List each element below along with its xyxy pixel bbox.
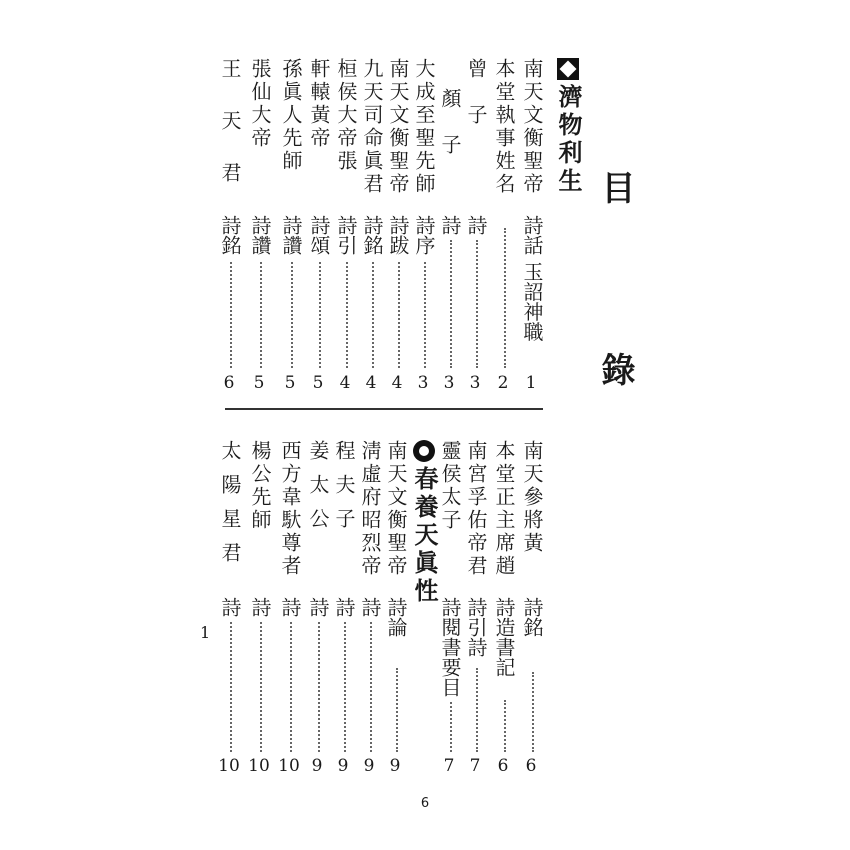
leader-dots <box>398 262 400 368</box>
toc-page: 4 <box>365 373 377 393</box>
toc-page: 7 <box>443 756 455 776</box>
leader-dots <box>318 622 320 752</box>
toc-kind: 詩造書記 <box>492 597 516 677</box>
leader-dots <box>476 240 478 368</box>
toc-title: 楊公先師 <box>248 440 272 532</box>
toc-title: 張仙大帝 <box>248 58 272 150</box>
toc-kind: 詩讚 <box>248 215 272 255</box>
toc-kind: 詩引詩 <box>464 597 488 657</box>
toc-title: 姜太公 <box>306 440 330 542</box>
toc-kind: 詩論 <box>384 597 408 637</box>
toc-title: 軒轅黃帝 <box>307 58 331 150</box>
toc-page: 9 <box>311 756 323 776</box>
toc-title: 孫眞人先師 <box>279 58 303 173</box>
toc-page: 9 <box>337 756 349 776</box>
toc-page: 3 <box>417 373 429 393</box>
toc-page: 6 <box>525 756 537 776</box>
toc-title: 太陽星君 <box>218 440 242 576</box>
toc-page: 10 <box>278 756 300 776</box>
toc-page: 6 <box>223 373 235 393</box>
section-heading-top: 濟物利生 <box>556 58 580 196</box>
leader-dots <box>260 262 262 368</box>
toc-kind: 詩 <box>218 597 242 617</box>
leader-dots <box>476 668 478 752</box>
leader-dots <box>372 262 374 368</box>
toc-kind: 詩讚 <box>279 215 303 255</box>
leader-dots <box>450 240 452 368</box>
toc-page: 3 <box>443 373 455 393</box>
page-title: 目錄 <box>595 170 635 534</box>
leader-dots <box>319 262 321 368</box>
toc-title: 南天文衡聖帝 <box>386 58 410 196</box>
leader-dots <box>290 622 292 752</box>
toc-page: 3 <box>469 373 481 393</box>
toc-kind: 詩跋 <box>386 215 410 255</box>
page-number: 6 <box>420 796 430 811</box>
margin-mark: 1 <box>200 623 211 642</box>
toc-title: 靈侯太子 <box>438 440 462 532</box>
toc-page: 7 <box>469 756 481 776</box>
leader-dots <box>396 668 398 752</box>
leader-dots <box>450 702 452 752</box>
toc-page: 4 <box>339 373 351 393</box>
leader-dots <box>370 622 372 752</box>
toc-page: 5 <box>284 373 296 393</box>
toc-title: 本堂正主席趙 <box>492 440 516 578</box>
leader-dots <box>260 622 262 752</box>
toc-title: 南天參將黃 <box>520 440 544 555</box>
toc-kind: 詩引 <box>334 215 358 255</box>
leader-dots <box>504 228 506 368</box>
toc-title: 淸虛府昭烈帝 <box>358 440 382 578</box>
toc-kind: 詩銘 <box>218 215 242 255</box>
toc-kind: 詩 <box>306 597 330 617</box>
toc-page: 1 <box>525 373 537 393</box>
toc-kind: 詩 <box>332 597 356 617</box>
diamond-mark-icon <box>557 58 579 80</box>
leader-dots <box>346 262 348 368</box>
toc-page: 2 <box>497 373 509 393</box>
toc-kind: 詩 <box>278 597 302 617</box>
circle-mark-icon <box>413 440 435 462</box>
toc-kind: 詩銘 <box>360 215 384 255</box>
toc-page: 5 <box>312 373 324 393</box>
toc-title: 大成至聖先師 <box>412 58 436 196</box>
toc-kind: 詩銘 <box>520 597 544 637</box>
leader-dots <box>424 262 426 368</box>
toc-kind: 詩 <box>248 597 272 617</box>
toc-title: 桓侯大帝張 <box>334 58 358 173</box>
section-heading-bottom: 春養天眞性 <box>412 440 436 606</box>
toc-kind: 詩 <box>358 597 382 617</box>
toc-page: 5 <box>253 373 265 393</box>
toc-page: 10 <box>218 756 240 776</box>
toc-title: 西方韋馱尊者 <box>278 440 302 578</box>
leader-dots <box>344 622 346 752</box>
toc-title: 南天文衡聖帝 <box>520 58 544 196</box>
leader-dots <box>291 262 293 368</box>
leader-dots <box>532 672 534 752</box>
toc-title: 南天文衡聖帝 <box>384 440 408 578</box>
toc-title: 九天司命眞君 <box>360 58 384 196</box>
toc-title: 程夫子 <box>332 440 356 542</box>
toc-title: 顏 子 <box>438 88 462 157</box>
toc-title: 本堂執事姓名 <box>492 58 516 196</box>
toc-kind: 詩閱書要目 <box>438 597 462 697</box>
toc-kind: 詩 <box>464 215 488 235</box>
leader-dots <box>230 262 232 368</box>
toc-page: 10 <box>248 756 270 776</box>
toc-title: 南宮孚佑帝君 <box>464 440 488 578</box>
toc-page: 4 <box>391 373 403 393</box>
toc-page: 9 <box>363 756 375 776</box>
leader-dots <box>230 622 232 752</box>
toc-kind: 詩頌 <box>307 215 331 255</box>
toc-kind: 詩話 玉詔神職 <box>520 215 544 342</box>
toc-kind: 詩 <box>438 215 462 235</box>
toc-title: 曾 子 <box>464 58 488 127</box>
toc-title: 王天君 <box>218 58 242 214</box>
toc-page: 6 <box>497 756 509 776</box>
toc-kind: 詩序 <box>412 215 436 255</box>
toc-page: 9 <box>389 756 401 776</box>
leader-dots <box>504 700 506 752</box>
section-divider <box>225 408 543 410</box>
